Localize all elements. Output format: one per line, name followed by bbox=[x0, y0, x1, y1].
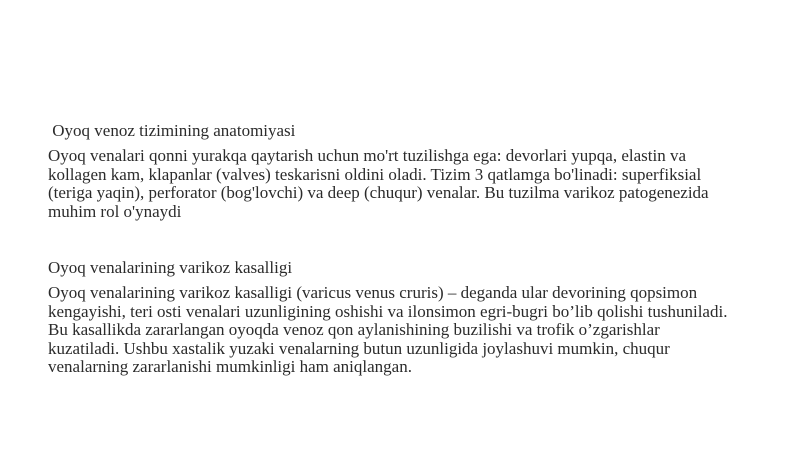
anatomy-paragraph: Oyoq venalari qonni yurakqa qaytarish uchun mo'rt tuzilishga ega: devorlari yupqa, elastin va kollagen kam, klapanlar (valves) teskarisni oldini oladi. Tizim 3 qatlamga bo'linadi: superfiksial (teriga yaqin), perforator (bog'lovchi) va deep (chuqur) venalar. Bu tuzilma varikoz patogenezida muhim rol o'ynaydi bbox=[48, 146, 709, 221]
varicose-paragraph: Oyoq venalarining varikoz kasalligi (varicus venus cruris) – deganda ular devorining qopsimon kengayishi, teri osti venalari uzunligining oshishi va ilonsimon egri-bugri bo’lib qolishi tushuniladi. Bu kasallikda zararlangan oyoqda venoz qon aylanishining buzilishi va trofik o’zgarishlar kuzatiladi. Ushbu xastalik yuzaki venalarning butun uzunligida joylashuvi mumkin, chuqur venalarning zararlanishi mumkinligi ham aniqlangan. bbox=[48, 283, 728, 376]
anatomy-heading: Oyoq venoz tizimining anatomiyasi bbox=[48, 121, 296, 140]
anatomy-section bbox=[48, 121, 728, 221]
varicose-section bbox=[48, 258, 728, 377]
varicose-heading: Oyoq venalarining varikoz kasalligi bbox=[48, 258, 293, 277]
